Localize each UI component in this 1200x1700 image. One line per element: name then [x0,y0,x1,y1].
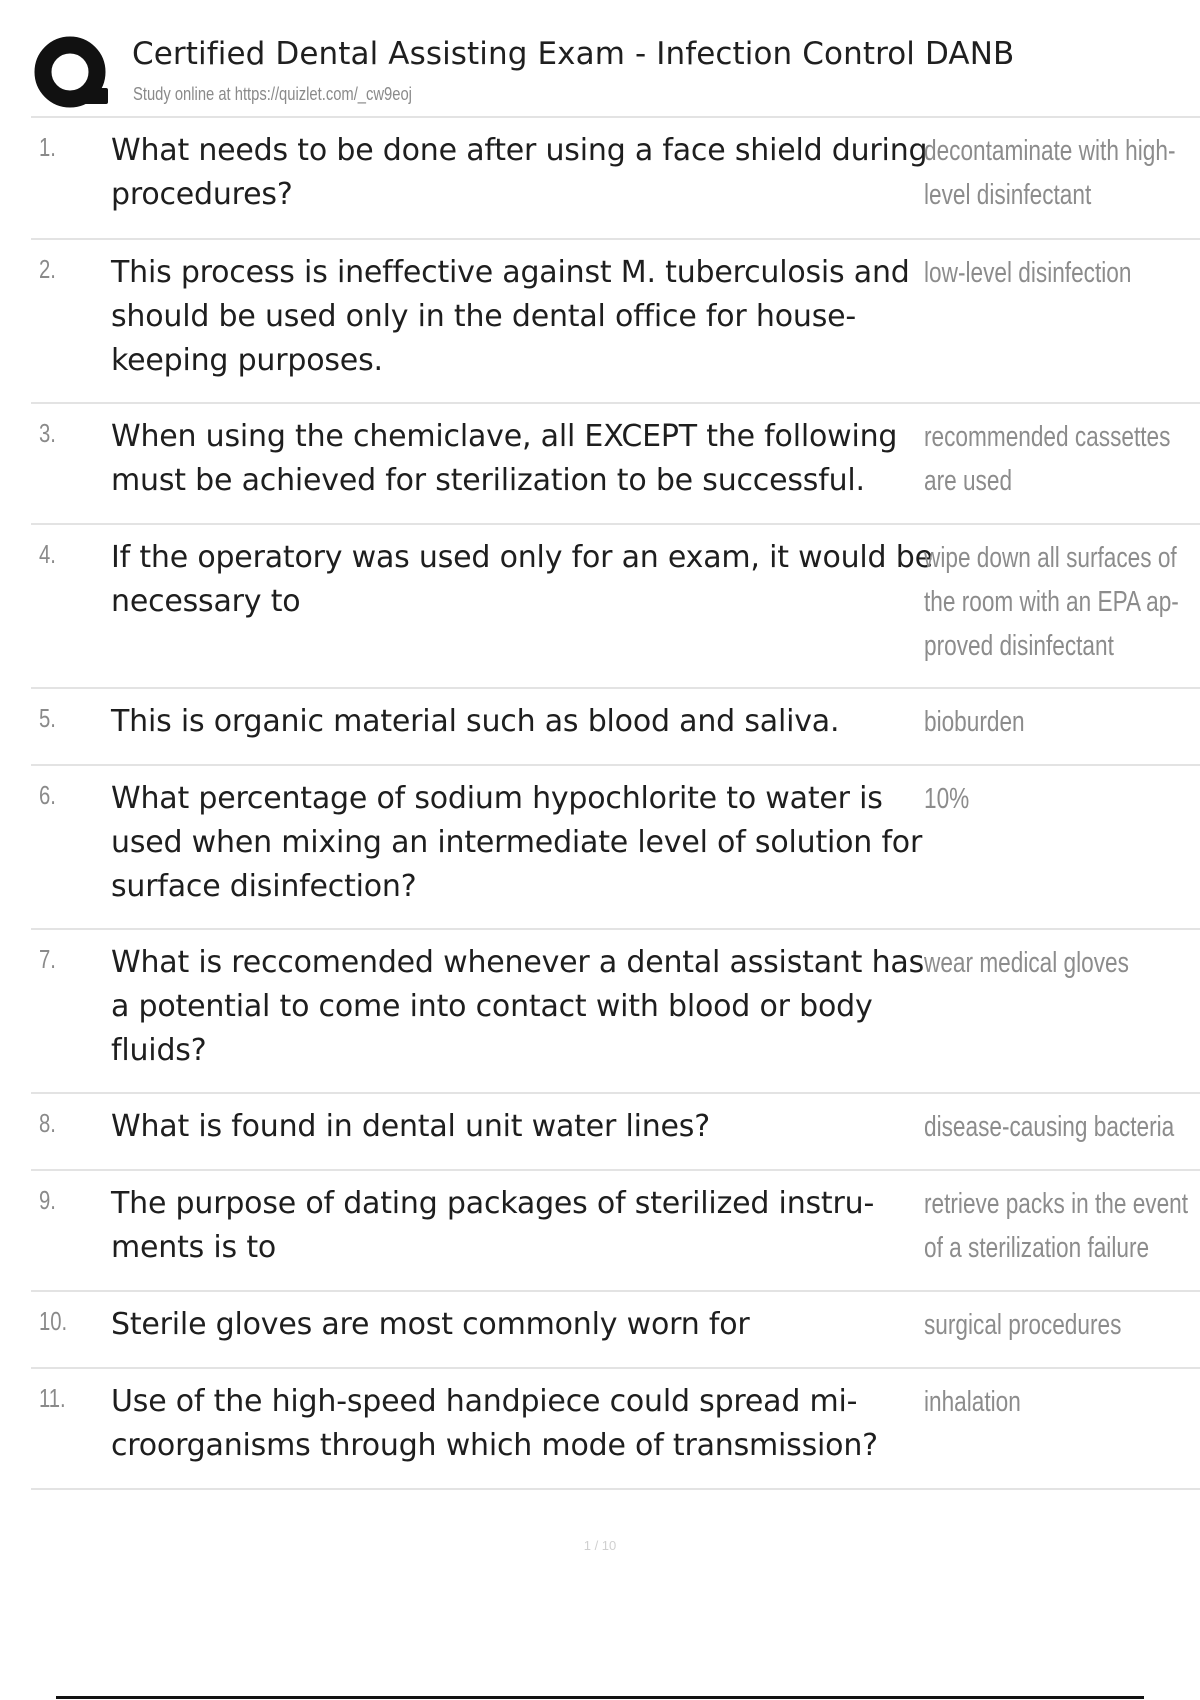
item-term: If the operatory was used only for an exam, it would be necessary to [111,540,933,619]
quizlet-logo-icon [32,34,112,114]
item-number: 8. [39,1108,56,1138]
flashcard-list [31,118,1200,1490]
item-term: What percentage of sodium hypochlorite to water is used when mixing an intermediate level of solution for surface disinfection? [111,781,923,904]
item-definition: low-level disinfection [924,257,1132,289]
item-number: 7. [39,944,56,974]
study-link[interactable]: Study online at https://quizlet.com/_cw9eoj [133,84,412,104]
list-item [31,1171,1200,1292]
document-header [32,34,1200,114]
item-definition: retrieve packs in the event of a sterilization failure [924,1188,1189,1264]
item-number: 4. [39,539,56,569]
item-definition: recommended cassettes are used [924,421,1171,497]
item-definition: bioburden [924,706,1025,738]
item-definition: 10% [924,783,970,815]
list-item [31,766,1200,930]
footer-divider [56,1696,1144,1699]
list-item [31,118,1200,240]
list-item [31,525,1200,689]
item-number: 9. [39,1185,56,1215]
list-item [31,240,1200,404]
item-term: What is found in dental unit water lines? [111,1109,710,1144]
item-number: 11. [39,1383,66,1413]
item-number: 2. [39,254,56,284]
item-definition: inhalation [924,1386,1021,1418]
list-item [31,1292,1200,1369]
item-definition: wear medical gloves [924,947,1129,979]
item-definition: surgical procedures [924,1309,1122,1341]
item-term: This process is ineffective against M. tuberculosis and should be used only in the dental office for house-keeping purposes. [111,255,910,378]
list-item [31,930,1200,1094]
item-number: 3. [39,418,56,448]
item-number: 10. [39,1306,68,1336]
item-term: When using the chemiclave, all EXCEPT the following must be achieved for sterilization to be successful. [111,419,898,498]
item-term: What needs to be done after using a face shield during procedures? [111,133,928,212]
list-item [31,1369,1200,1490]
item-number: 1. [39,132,56,162]
item-definition: disease-causing bacteria [924,1111,1175,1143]
item-term: Sterile gloves are most commonly worn for [111,1307,750,1342]
item-term: What is reccomended whenever a dental assistant has a potential to come into contact with blood or body fluids? [111,945,925,1068]
item-number: 5. [39,703,56,733]
item-term: Use of the high-speed handpiece could spread mi-croorganisms through which mode of transmission? [111,1384,878,1463]
item-definition: decontaminate with high-level disinfectant [924,135,1176,211]
item-term: The purpose of dating packages of sterilized instru-ments is to [111,1186,875,1265]
item-term: This is organic material such as blood and saliva. [111,704,840,739]
item-number: 6. [39,780,56,810]
page-title: Certified Dental Assisting Exam - Infection Control DANB [132,36,1015,72]
page-number: 1 / 10 [583,1538,617,1553]
item-definition: wipe down all surfaces of the room with an EPA ap-proved disinfectant [924,542,1179,662]
list-item [31,689,1200,766]
list-item [31,1094,1200,1171]
list-item [31,404,1200,525]
